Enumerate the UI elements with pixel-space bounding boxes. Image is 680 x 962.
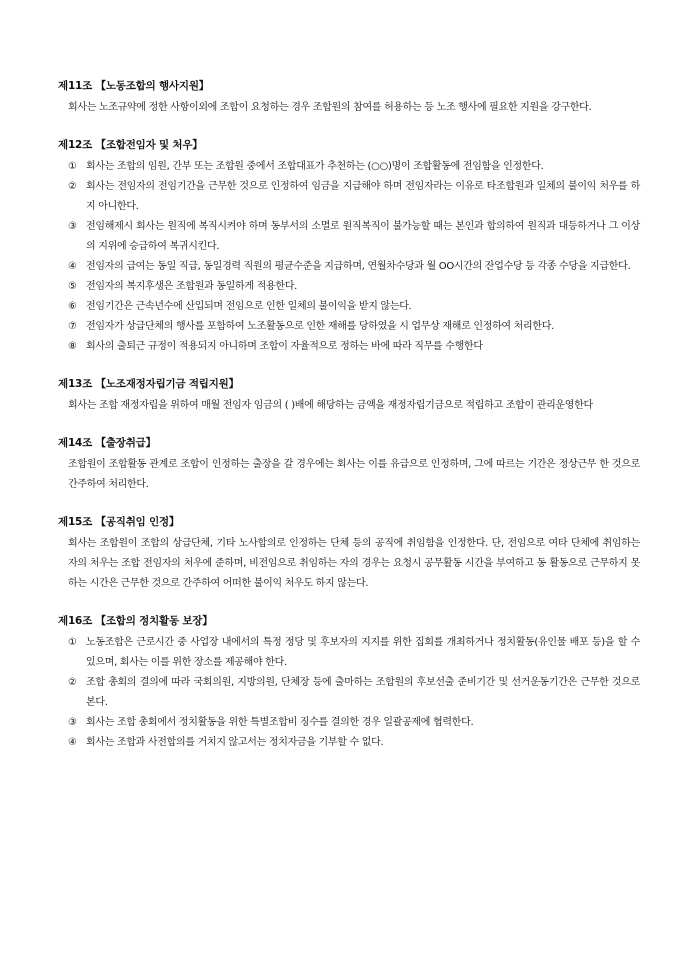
clause-text: 회사는 조합과 사전합의를 거치지 않고서는 정치자금을 기부할 수 없다. — [86, 737, 384, 748]
clause-item — [58, 633, 640, 673]
article-body: 조합원이 조합활동 관계로 조합이 인정하는 출장을 갈 경우에는 회사는 이를 유급으로 인정하며, 그에 따르는 기간은 정상근무 한 것으로 간주하여 처리한다. — [68, 459, 640, 490]
clause-number: ④ — [68, 737, 77, 748]
article-body: 회사는 노조규약에 정한 사항이외에 조합이 요청하는 경우 조합원의 참여를 허용하는 등 노조 행사에 필요한 지원을 강구한다. — [68, 102, 592, 113]
article-body: 회사는 조합원이 조합의 상급단체, 기타 노사합의로 인정하는 단체 등의 공직에 취임함을 인정한다. 단, 전임으로 여타 단체에 취임하는 자의 처우는 조합 전임자의 처우에 준하며, 비전임으로 취임하는 자의 경우는 요청시 공무활동 시간을 부여하고 동 활동으로 근무하지 못하는 시간은 근무한 것으로 간주하여 어떠한 불이익 처우도 하지 않는다. — [68, 538, 640, 589]
clause-number: ③ — [68, 717, 77, 728]
article-heading: 제15조 【공직취임 인정】 — [58, 516, 180, 528]
article-13 — [58, 376, 640, 416]
article-heading: 제14조 【출장취급】 — [58, 437, 156, 449]
clause-text: 노동조합은 근로시간 중 사업장 내에서의 특정 정당 및 후보자의 지지를 위한 집회를 개최하거나 정치활동(유인물 배포 등)을 할 수 있으며, 회사는 이를 위한 장소를 제공해야 한다. — [86, 637, 640, 668]
clause-number: ② — [68, 181, 77, 192]
article-heading: 제16조 【조합의 정치활동 보장】 — [58, 615, 213, 627]
clause-number: ⑥ — [68, 301, 77, 312]
article-16 — [58, 613, 640, 753]
clause-item — [58, 733, 640, 753]
clause-number: ① — [68, 637, 77, 648]
article-12 — [58, 137, 640, 357]
clause-text: 조합 총회의 결의에 따라 국회의원, 지방의원, 단체장 등에 출마하는 조합원의 후보선출 준비기간 및 선거운동기간은 근무한 것으로 본다. — [86, 677, 640, 708]
clause-number: ⑧ — [68, 341, 77, 352]
clause-number: ⑤ — [68, 281, 77, 292]
clause-item — [58, 337, 640, 357]
clause-text: 회사의 출퇴근 규정이 적용되지 아니하며 조합이 자율적으로 정하는 바에 따라 직무를 수행한다 — [86, 341, 483, 352]
clause-text: 전임기간은 근속년수에 산입되며 전임으로 인한 일체의 불이익을 받지 않는다. — [86, 301, 412, 312]
clause-text: 회사는 조합의 임원, 간부 또는 조합원 중에서 조합대표가 추천하는 (○○)명이 조합활동에 전임함을 인정한다. — [86, 161, 544, 172]
clause-item — [58, 297, 640, 317]
clause-item — [58, 217, 640, 257]
clause-item — [58, 713, 640, 733]
clause-text: 전임해제시 회사는 원직에 복직시켜야 하며 동부서의 소멸로 원직복직이 불가능할 때는 본인과 합의하여 원직과 대등하거나 그 이상의 지위에 승급하여 복귀시킨다. — [86, 221, 640, 252]
clause-number: ① — [68, 161, 77, 172]
clause-text: 전임자가 상급단체의 행사를 포함하여 노조활동으로 인한 재해를 당하였을 시 업무상 재해로 인정하여 처리한다. — [86, 321, 554, 332]
article-heading: 제11조 【노동조합의 행사지원】 — [58, 80, 210, 92]
clause-item — [58, 277, 640, 297]
article-11 — [58, 78, 640, 118]
clause-item — [58, 157, 640, 177]
article-heading: 제12조 【조합전임자 및 처우】 — [58, 139, 203, 151]
clause-item — [58, 673, 640, 713]
clause-text: 전임자의 복지후생은 조합원과 동일하게 적용한다. — [86, 281, 297, 292]
clause-list — [58, 157, 640, 357]
article-heading: 제13조 【노조재정자립기금 적립지원】 — [58, 378, 239, 390]
clause-number: ⑦ — [68, 321, 77, 332]
clause-item — [58, 177, 640, 217]
clause-number: ③ — [68, 221, 77, 232]
clause-text: 회사는 전임자의 전임기간을 근무한 것으로 인정하여 임금을 지급해야 하며 전임자라는 이유로 타조합원과 일체의 불이익 처우를 하지 아니한다. — [86, 181, 640, 212]
clause-list — [58, 633, 640, 753]
article-15 — [58, 514, 640, 594]
clause-text: 전임자의 급여는 동일 직급, 동일경력 직원의 평균수준을 지급하며, 연월차수당과 월 OO시간의 잔업수당 등 각종 수당을 지급한다. — [86, 261, 631, 272]
clause-number: ④ — [68, 261, 77, 272]
clause-item — [58, 257, 640, 277]
clause-item — [58, 317, 640, 337]
article-14 — [58, 435, 640, 495]
article-body: 회사는 조합 재정자립을 위하여 매월 전임자 임금의 ( )배에 해당하는 금액을 재정자립기금으로 적립하고 조합이 관리운영한다 — [68, 400, 593, 411]
clause-number: ② — [68, 677, 77, 688]
clause-text: 회사는 조합 총회에서 정치활동을 위한 특별조합비 징수를 결의한 경우 일괄공제에 협력한다. — [86, 717, 474, 728]
